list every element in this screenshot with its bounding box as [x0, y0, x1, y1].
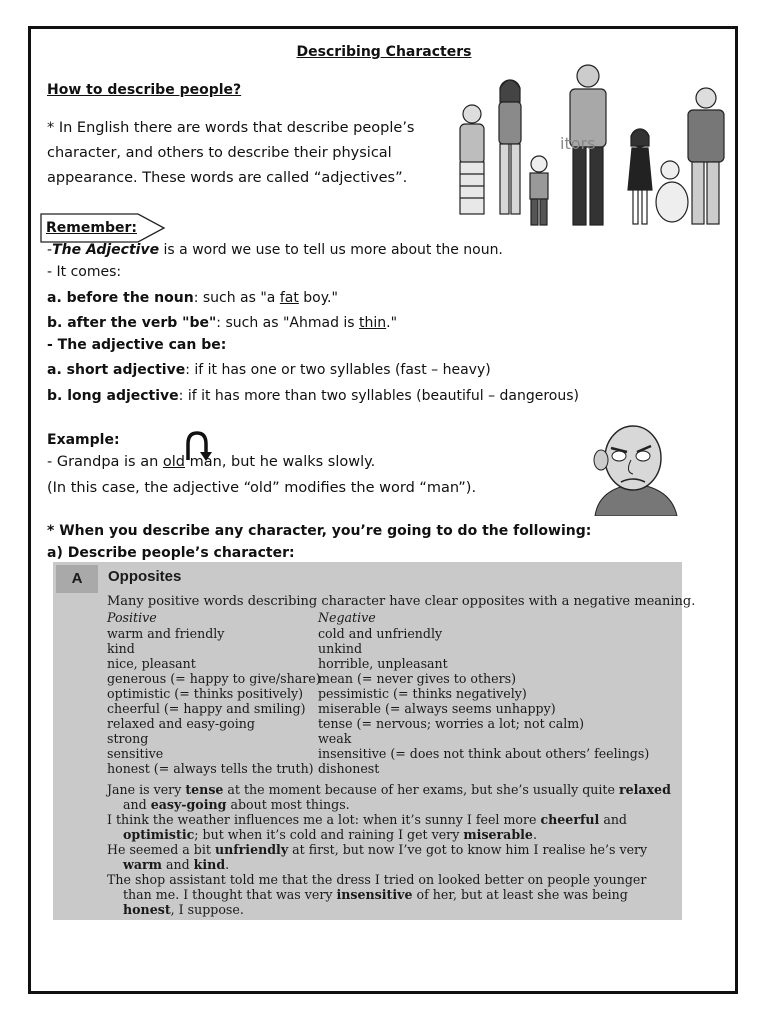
negative-word: mean (= never gives to others)	[318, 671, 517, 686]
negative-word: miserable (= always seems unhappy)	[318, 701, 556, 716]
text: ; but when it’s cold and raining I get very	[194, 827, 464, 842]
long-adjective-label: b. long adjective	[47, 388, 179, 404]
key-word: tense	[185, 782, 224, 797]
grumpy-grandpa-illustration	[585, 418, 685, 516]
key-word: honest	[123, 902, 171, 917]
example-paragraph-4	[107, 872, 677, 917]
before-noun-label: a. before the noun	[47, 290, 194, 306]
text: at first, but now I’ve got to know him I realise he’s very	[288, 842, 648, 857]
opposites-intro: Many positive words describing character have clear opposites with a negative meaning.	[107, 594, 696, 609]
remember-label: Remember:	[46, 220, 137, 236]
short-adjective-text: : if it has one or two syllables (fast – heavy)	[185, 362, 491, 378]
example-label: Example:	[47, 432, 120, 448]
when-describe-line: * When you describe any character, you’re going to do the following:	[47, 523, 592, 539]
text: Jane is very	[107, 782, 186, 797]
word-fat: fat	[279, 290, 299, 306]
long-adjective-text: : if it has more than two syllables (beautiful – dangerous)	[178, 388, 580, 404]
text: .	[225, 857, 230, 872]
negative-word: horrible, unpleasant	[318, 656, 448, 671]
negative-word: weak	[318, 731, 352, 746]
after-verb-line	[47, 315, 397, 331]
key-word: insensitive	[336, 887, 413, 902]
positive-word: nice, pleasant	[107, 656, 196, 671]
word-old: old	[162, 454, 186, 470]
text: and	[599, 812, 627, 827]
positive-word: sensitive	[107, 746, 164, 761]
remember-arrow	[40, 213, 166, 243]
after-verb-label: b. after the verb "be"	[47, 315, 217, 331]
section-letter: A	[56, 565, 98, 593]
example-paragraph-1	[107, 782, 677, 812]
text: at the moment because of her exams, but she’s usually quite	[223, 782, 619, 797]
key-word: kind	[193, 857, 226, 872]
text: and	[123, 797, 151, 812]
example-b: man, but he walks slowly.	[185, 454, 376, 470]
intro-line-3: appearance. These words are called “adjectives”.	[47, 170, 408, 186]
after-verb-end: ."	[386, 315, 398, 331]
positive-word: strong	[107, 731, 149, 746]
positive-word: cheerful (= happy and smiling)	[107, 701, 306, 716]
positive-word: generous (= happy to give/share)	[107, 671, 321, 686]
example-note: (In this case, the adjective “old” modifies the word “man”).	[47, 480, 477, 496]
adjective-definition	[47, 242, 503, 258]
positive-word: optimistic (= thinks positively)	[107, 686, 304, 701]
key-word: easy-going	[150, 797, 227, 812]
text: The shop assistant told me that the dress I tried on looked better on people younger than me. I thought that was very	[107, 872, 647, 902]
negative-word: tense (= nervous; worries a lot; not calm)	[318, 716, 585, 731]
negative-word: unkind	[318, 641, 363, 656]
opposites-box	[53, 562, 696, 920]
text: and	[161, 857, 194, 872]
negative-word: pessimistic (= thinks negatively)	[318, 686, 527, 701]
page-title: Describing Characters	[296, 44, 472, 60]
key-word: warm	[123, 857, 162, 872]
key-word: miserable	[463, 827, 533, 842]
intro-line-2: character, and others to describe their physical	[47, 145, 392, 161]
key-word: cheerful	[540, 812, 600, 827]
opposites-heading: Opposites	[108, 568, 182, 585]
example-sentence	[47, 454, 375, 470]
negative-header: Negative	[318, 610, 376, 625]
illustration-watermark: itors	[560, 134, 596, 153]
describe-character-line: a) Describe people’s character:	[47, 545, 295, 561]
adjective-term: The Adjective	[52, 242, 160, 258]
positive-word: honest (= always tells the truth)	[107, 761, 314, 776]
family-illustration	[452, 62, 736, 234]
long-adjective-line	[47, 388, 579, 404]
positive-word: warm and friendly	[107, 626, 225, 641]
before-noun-line	[47, 290, 338, 306]
before-noun-end: boy."	[298, 290, 338, 306]
positive-word: relaxed and easy-going	[107, 716, 255, 731]
intro-line-1: * In English there are words that describe people’s	[47, 120, 415, 136]
key-word: relaxed	[618, 782, 671, 797]
text: about most things.	[226, 797, 350, 812]
how-heading: How to describe people?	[47, 82, 242, 98]
example-paragraph-3	[107, 842, 677, 872]
key-word: optimistic	[123, 827, 195, 842]
negative-word: cold and unfriendly	[318, 626, 443, 641]
word-thin: thin	[359, 315, 387, 331]
dash: -	[47, 242, 53, 258]
positive-header: Positive	[107, 610, 157, 625]
key-word: unfriendly	[214, 842, 289, 857]
short-adjective-line	[47, 362, 491, 378]
before-noun-text: : such as "a	[193, 290, 280, 306]
after-verb-text: : such as "Ahmad is	[216, 315, 360, 331]
it-comes: - It comes:	[47, 264, 122, 280]
text: , I suppose.	[170, 902, 244, 917]
text: I think the weather influences me a lot: when it’s sunny I feel more	[107, 812, 541, 827]
negative-word: dishonest	[318, 761, 380, 776]
example-paragraph-2	[107, 812, 677, 842]
adjective-rest: is a word we use to tell us more about the noun.	[159, 242, 503, 258]
text: of her, but at least she was being	[412, 887, 628, 902]
negative-word: insensitive (= does not think about others’ feelings)	[318, 746, 650, 761]
can-be-heading: - The adjective can be:	[47, 337, 227, 353]
positive-word: kind	[107, 641, 135, 656]
short-adjective-label: a. short adjective	[47, 362, 186, 378]
text: .	[532, 827, 537, 842]
example-a: - Grandpa is an	[47, 454, 163, 470]
text: He seemed a bit	[107, 842, 215, 857]
